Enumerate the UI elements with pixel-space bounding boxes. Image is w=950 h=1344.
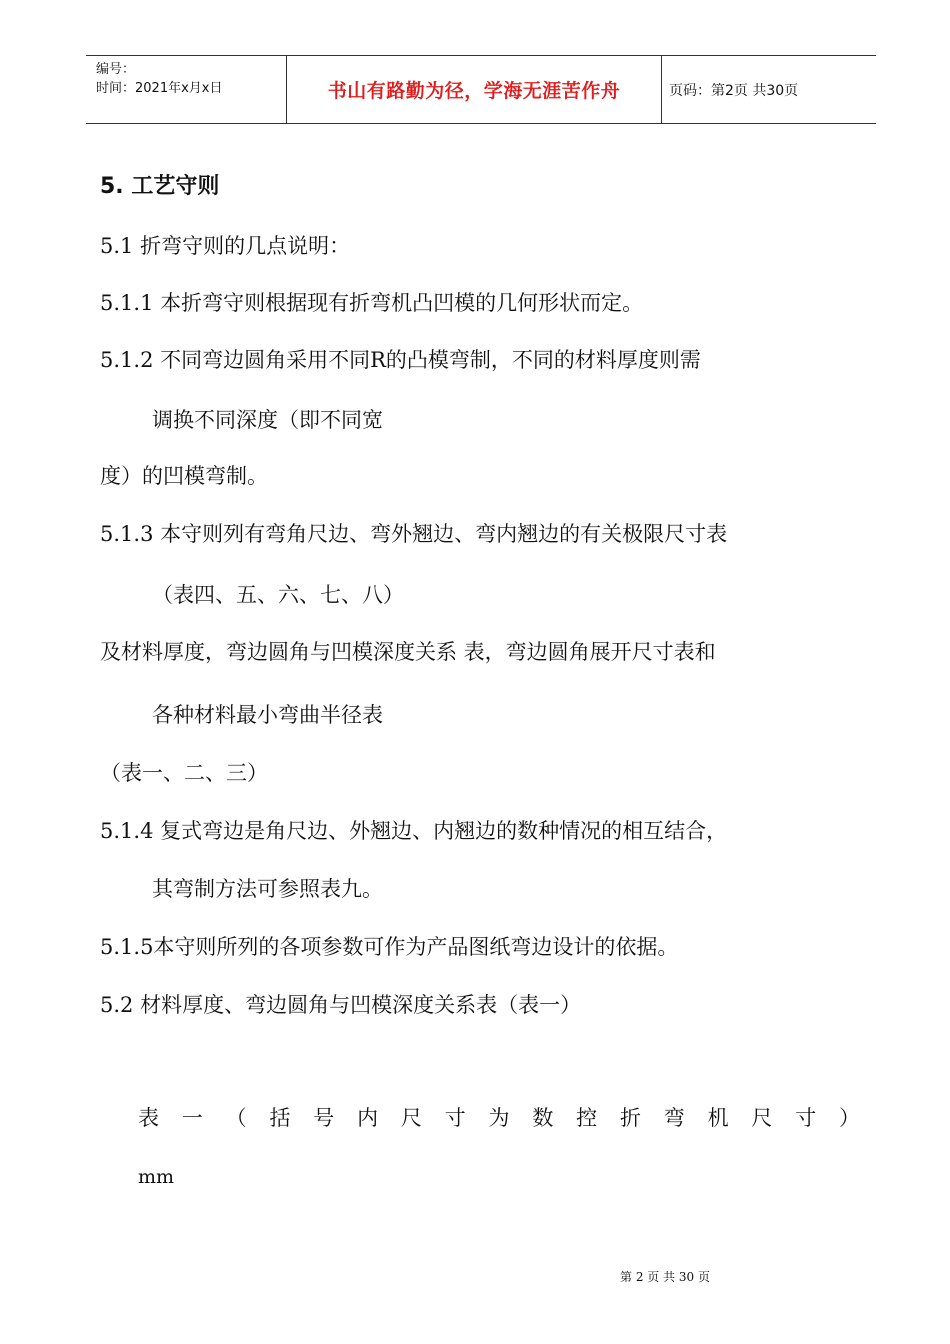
paragraph-5-1-4: 5.1.4 复式弯边是角尺边、外翘边、内翘边的数种情况的相互结合， [100,819,728,843]
table-caption-char: 为 [488,1106,510,1130]
paragraph-5-1-2-cont: 度）的凹模弯制。 [100,464,268,488]
paragraph-5-1-5: 5.1.5本守则所列的各项参数可作为产品图纸弯边设计的依据。 [100,935,679,959]
paragraph-5-1-2-cont: 调换不同深度（即不同宽 [152,408,383,432]
table-caption-char: 括 [269,1106,291,1130]
table-caption-char: 寸 [795,1106,817,1130]
table-caption-char: 一 [181,1106,203,1130]
table-caption-char: 寸 [444,1106,466,1130]
paragraph-5-1-3-cont: （表一、二、三） [100,761,268,785]
table-caption-char: 尺 [751,1106,773,1130]
document-header [86,55,876,124]
table-caption-char: 数 [532,1106,554,1130]
table-caption-char: 尺 [400,1106,422,1130]
paragraph-5-1: 5.1 折弯守则的几点说明： [100,234,351,258]
table-caption-char: 控 [576,1106,598,1130]
paragraph-5-1-3-cont: 各种材料最小弯曲半径表 [152,703,383,727]
header-divider [661,56,662,123]
page-footer: 第 2 页 共 30 页 [620,1270,710,1284]
table-caption-char: ） [839,1106,860,1130]
header-meta [96,60,222,98]
paragraph-5-2: 5.2 材料厚度、弯边圆角与凹模深度关系表（表一） [100,993,582,1017]
table-caption-char: 内 [357,1106,379,1130]
document-time-label: 时间：2021年x月x日 [96,81,223,96]
table-caption-char: 折 [619,1106,641,1130]
paragraph-5-1-2: 5.1.2 不同弯边圆角采用不同R的凸模弯制，不同的材料厚度则需 [100,348,701,372]
table-caption [138,1102,860,1132]
section-title: 5. 工艺守则 [100,174,220,199]
table-caption-char: 表 [138,1106,159,1130]
header-page-number: 页码：第2页 共30页 [669,83,799,99]
header-motto: 书山有路勤为径，学海无涯苦作舟 [327,80,621,102]
paragraph-5-1-4-cont: 其弯制方法可参照表九。 [152,877,383,901]
header-divider [286,56,287,123]
paragraph-5-1-3: 5.1.3 本守则列有弯角尺边、弯外翘边、弯内翘边的有关极限尺寸表 [100,522,728,546]
paragraph-5-1-3-cont: （表四、五、六、七、八） [152,583,404,607]
table-caption-char: 机 [707,1106,729,1130]
table-caption-char: 弯 [663,1106,685,1130]
document-number-label: 编号： [96,62,136,77]
paragraph-5-1-3-cont: 及材料厚度，弯边圆角与凹模深度关系 表，弯边圆角展开尺寸表和 [100,640,716,664]
paragraph-5-1-1: 5.1.1 本折弯守则根据现有折弯机凸凹模的几何形状而定。 [100,291,644,315]
table-caption-char: （ [225,1106,247,1130]
unit-label: mm [138,1166,175,1188]
table-caption-char: 号 [313,1106,335,1130]
